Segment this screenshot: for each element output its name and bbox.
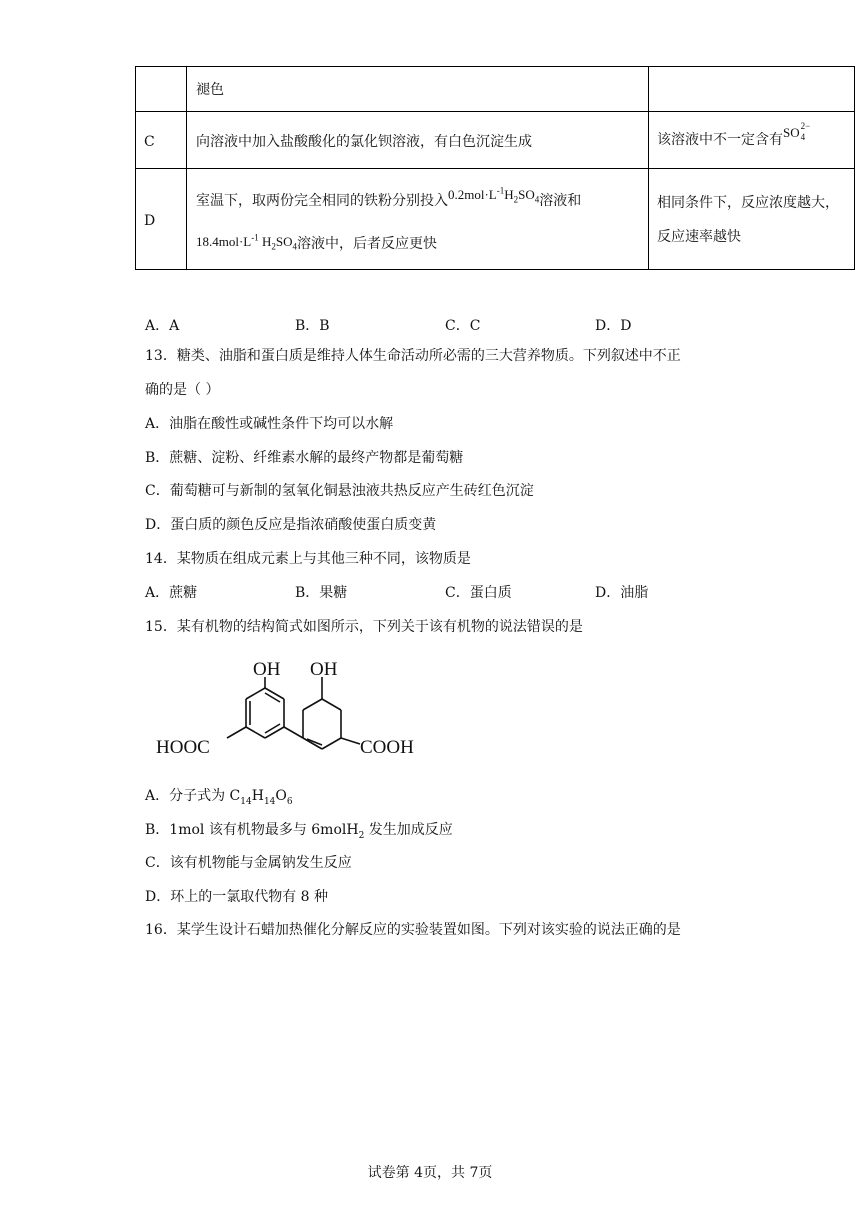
q12-option-c: C．C (445, 318, 481, 334)
bond (227, 727, 246, 738)
double-bond (265, 724, 280, 733)
bond (246, 688, 265, 699)
q13-option-a: A．油脂在酸性或碱性条件下均可以水解 (145, 416, 394, 432)
formula-main: O (275, 788, 287, 804)
formula-main: H (262, 234, 272, 249)
table-cell-conclusion-line2: 反应速率越快 (657, 229, 741, 245)
formula-subscript: 4 (292, 241, 298, 252)
q15-option-d: D．环上的一氯取代物有 8 种 (145, 889, 329, 905)
q14-option-b: B．果糖 (295, 585, 348, 601)
formula-main: 18.4mol·L (196, 234, 252, 249)
label-oh-left: OH (253, 659, 281, 680)
table-cell-conclusion (657, 121, 811, 148)
formula-subscript: 14 (263, 796, 276, 807)
q14-option-a: A．蔗糖 (145, 585, 198, 601)
bond (284, 727, 303, 738)
text-segment: 发生加成反应 (364, 822, 453, 838)
formula-superscript: -1 (251, 232, 259, 243)
concentration (448, 185, 540, 205)
q12-option-b: B．B (295, 318, 330, 334)
formula-main: SO (783, 125, 800, 140)
q12-option-d: D．D (595, 318, 632, 334)
double-bond (265, 693, 280, 702)
q13-stem-line1: 13．糖类、油脂和蛋白质是维持人体生命活动所必需的三大营养物质。下列叙述中不正 (145, 348, 681, 364)
text-segment: 溶液和 (539, 193, 582, 209)
q12-option-a: A．A (145, 318, 180, 334)
table-column-divider (186, 67, 187, 269)
q15-stem: 15．某有机物的结构简式如图所示，下列关于该有机物的说法错误的是 (145, 619, 583, 635)
formula-main: SO (275, 234, 293, 249)
formula-subscript: 14 (240, 796, 252, 807)
formula-superscript: -1 (496, 185, 505, 196)
formula-subscript: 2 (513, 194, 519, 205)
q16-stem: 16．某学生设计石蜡加热催化分解反应的实验装置如图。下列对该实验的说法正确的是 (145, 922, 681, 938)
table-cell-label: D (144, 213, 156, 229)
table-cell-content-line2 (196, 232, 438, 252)
conclusion-text: 该溶液中不一定含有 (657, 132, 783, 148)
table-cell-label: C (144, 134, 155, 150)
q15-option-c: C．该有机物能与金属钠发生反应 (145, 855, 352, 871)
table-cell-conclusion-line1: 相同条件下，反应浓度越大， (657, 195, 839, 211)
table-cell-content-line1 (196, 185, 582, 209)
molecular-structure-diagram (150, 655, 440, 765)
table-column-divider (648, 67, 649, 269)
formula-subscript: 6 (286, 796, 293, 807)
text-segment: 室温下，取两份完全相同的铁粉分别投入 (196, 193, 448, 209)
q13-option-d: D．蛋白质的颜色反应是指浓硝酸使蛋白质变黄 (145, 517, 437, 533)
table-cell-content: 褪色 (196, 82, 224, 98)
formula-subscript: 4 (534, 194, 540, 205)
bond (341, 738, 360, 744)
bond (246, 727, 265, 738)
bond (265, 688, 284, 699)
label-cooh: COOH (360, 737, 414, 758)
concentration (196, 232, 298, 252)
page-footer: 试卷第 4页，共 7页 (367, 1165, 493, 1181)
q13-stem-line2: 确的是（ ） (145, 382, 220, 398)
table-row-divider (136, 111, 854, 112)
formula-subscript: 2 (271, 241, 276, 252)
q14-option-c: C．蛋白质 (445, 585, 512, 601)
q13-option-b: B．蔗糖、淀粉、纤维素水解的最终产物都是葡萄糖 (145, 450, 464, 466)
text-segment: 溶液中，后者反应更快 (297, 236, 438, 252)
label-hooc: HOOC (156, 737, 210, 758)
bond (322, 699, 341, 710)
bond (265, 727, 284, 738)
q14-option-d: D．油脂 (595, 585, 649, 601)
q15-option-b (145, 822, 453, 841)
text-segment: A．分子式为 C (145, 788, 241, 804)
table-cell-content: 向溶液中加入盐酸酸化的氯化钡溶液，有白色沉淀生成 (196, 134, 532, 150)
q13-option-c: C．葡萄糖可与新制的氢氧化铜悬浊液共热反应产生砖红色沉淀 (145, 483, 534, 499)
formula-main: 0.2mol·L (448, 187, 497, 202)
bond (303, 699, 322, 710)
answer-table (135, 66, 855, 270)
text-segment: B．1mol 该有机物最多与 6molH (145, 822, 359, 838)
q15-option-a (145, 788, 293, 807)
label-oh-right: OH (310, 659, 338, 680)
formula-main: H (504, 187, 514, 202)
q14-stem: 14．某物质在组成元素上与其他三种不同，该物质是 (145, 551, 471, 567)
formula-main: SO (518, 187, 535, 202)
formula-subscript: 2 (358, 830, 365, 841)
sulfate-formula: SO 2− 4 (783, 121, 811, 143)
bond (322, 738, 341, 749)
table-row-divider (136, 168, 854, 169)
formula-main: H (251, 788, 264, 804)
